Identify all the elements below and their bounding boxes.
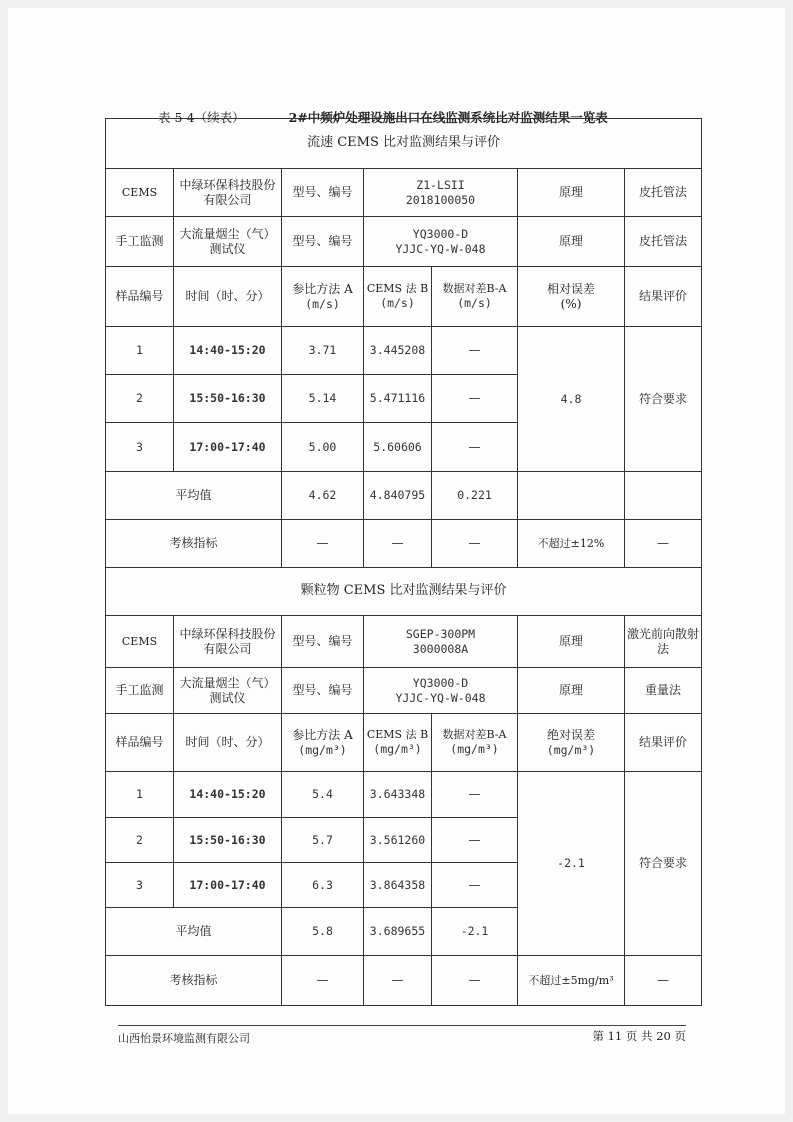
particulate-row1-diff: — xyxy=(432,772,518,818)
flow-row2-a: 5.14 xyxy=(282,375,364,423)
flow-cems-row xyxy=(106,169,702,217)
flow-average-result-empty xyxy=(625,472,702,520)
particulate-manual-label: 手工监测 xyxy=(106,668,174,714)
flow-manual-model xyxy=(364,217,518,267)
flow-row3-no: 3 xyxy=(106,423,174,472)
flow-header-time: 时间（时、分） xyxy=(174,267,282,327)
flow-header-error xyxy=(518,267,625,327)
particulate-cems-model xyxy=(364,616,518,668)
particulate-header-method-a-label: 参比方法 A xyxy=(292,727,353,742)
flow-row1-time: 14:40-15:20 xyxy=(174,327,282,375)
particulate-data-row xyxy=(106,772,702,818)
flow-cems-model-label: 型号、编号 xyxy=(282,169,364,217)
flow-row2-no: 2 xyxy=(106,375,174,423)
particulate-assessment-label: 考核指标 xyxy=(106,956,282,1006)
flow-header-method-a-unit: (m/s) xyxy=(305,296,340,311)
particulate-header-sample: 样品编号 xyxy=(106,714,174,772)
flow-manual-instrument: 大流量烟尘（气）测试仪 xyxy=(174,217,282,267)
flow-manual-label: 手工监测 xyxy=(106,217,174,267)
particulate-header-diff-label: 数据对差B-A xyxy=(442,728,507,742)
flow-manual-principle: 皮托管法 xyxy=(625,217,702,267)
footer-page-number: 第 11 页 共 20 页 xyxy=(592,1029,686,1043)
particulate-manual-model-label: 型号、编号 xyxy=(282,668,364,714)
particulate-cems-model-line2: 3000008A xyxy=(412,641,469,656)
particulate-average-diff: -2.1 xyxy=(432,908,518,956)
flow-average-diff: 0.221 xyxy=(432,472,518,520)
flow-assessment-label: 考核指标 xyxy=(106,520,282,568)
particulate-row1-a: 5.4 xyxy=(282,772,364,818)
particulate-row3-diff: — xyxy=(432,863,518,908)
flow-assessment-diff: — xyxy=(432,520,518,568)
flow-header-method-a xyxy=(282,267,364,327)
table-number: 表 5-4（续表） xyxy=(158,110,245,125)
flow-section-row xyxy=(106,119,702,169)
flow-assessment-b: — xyxy=(364,520,432,568)
flow-row1-no: 1 xyxy=(106,327,174,375)
particulate-assessment-row xyxy=(106,956,702,1006)
particulate-manual-row xyxy=(106,668,702,714)
flow-header-method-b-label: CEMS 法 B xyxy=(366,282,429,296)
flow-header-error-label: 相对误差 xyxy=(546,281,595,296)
particulate-row3-time: 17:00-17:40 xyxy=(174,863,282,908)
footer-company: 山西怡景环境监测有限公司 xyxy=(118,1032,250,1045)
flow-assessment-a: — xyxy=(282,520,364,568)
flow-data-row xyxy=(106,327,702,375)
flow-header-diff-label: 数据对差B-A xyxy=(442,282,507,296)
particulate-cems-company: 中绿环保科技股份有限公司 xyxy=(174,616,282,668)
flow-cems-model xyxy=(364,169,518,217)
flow-header-sample: 样品编号 xyxy=(106,267,174,327)
flow-header-result: 结果评价 xyxy=(625,267,702,327)
flow-header-method-b xyxy=(364,267,432,327)
particulate-header-diff xyxy=(432,714,518,772)
flow-row3-b: 5.60606 xyxy=(364,423,432,472)
flow-assessment-error: 不超过±12% xyxy=(518,520,625,568)
flow-cems-model-line1: Z1-LSII xyxy=(416,178,465,193)
flow-row2-b: 5.471116 xyxy=(364,375,432,423)
particulate-cems-model-line1: SGEP-300PM xyxy=(405,627,476,642)
particulate-row3-a: 6.3 xyxy=(282,863,364,908)
particulate-result-value: 符合要求 xyxy=(625,772,702,956)
flow-row3-a: 5.00 xyxy=(282,423,364,472)
particulate-cems-principle: 激光前向散射法 xyxy=(625,616,702,668)
table-title: 2#中频炉处理设施出口在线监测系统比对监测结果一览表 xyxy=(288,110,608,125)
flow-header-row xyxy=(106,267,702,327)
particulate-manual-model xyxy=(364,668,518,714)
flow-header-error-unit: (%) xyxy=(560,296,582,311)
flow-cems-principle: 皮托管法 xyxy=(625,169,702,217)
flow-cems-principle-label: 原理 xyxy=(518,169,625,217)
flow-manual-model-line1: YQ3000-D xyxy=(412,227,469,242)
flow-cems-model-line2: 2018100050 xyxy=(405,192,476,207)
particulate-manual-instrument: 大流量烟尘（气）测试仪 xyxy=(174,668,282,714)
particulate-manual-model-line1: YQ3000-D xyxy=(412,676,469,691)
flow-header-method-a-label: 参比方法 A xyxy=(292,281,353,296)
flow-row2-time: 15:50-16:30 xyxy=(174,375,282,423)
particulate-average-label: 平均值 xyxy=(106,908,282,956)
flow-average-b: 4.840795 xyxy=(364,472,432,520)
particulate-row1-b: 3.643348 xyxy=(364,772,432,818)
particulate-assessment-result: — xyxy=(625,956,702,1006)
particulate-row2-a: 5.7 xyxy=(282,818,364,863)
flow-header-diff xyxy=(432,267,518,327)
particulate-cems-label: CEMS xyxy=(106,616,174,668)
flow-header-method-b-unit: (m/s) xyxy=(380,296,415,311)
flow-average-a: 4.62 xyxy=(282,472,364,520)
particulate-assessment-error: 不超过±5mg/m³ xyxy=(518,956,625,1006)
flow-row1-b: 3.445208 xyxy=(364,327,432,375)
particulate-manual-principle-label: 原理 xyxy=(518,668,625,714)
flow-average-error-empty xyxy=(518,472,625,520)
particulate-error-value: -2.1 xyxy=(518,772,625,956)
flow-manual-principle-label: 原理 xyxy=(518,217,625,267)
flow-error-value: 4.8 xyxy=(518,327,625,472)
particulate-section-title: 颗粒物 CEMS 比对监测结果与评价 xyxy=(106,568,702,616)
flow-manual-model-line2: YJJC-YQ-W-048 xyxy=(395,241,486,256)
flow-average-label: 平均值 xyxy=(106,472,282,520)
particulate-header-time: 时间（时、分） xyxy=(174,714,282,772)
particulate-header-method-a-unit: (mg/m³) xyxy=(298,742,347,757)
particulate-row2-b: 3.561260 xyxy=(364,818,432,863)
particulate-header-method-b-unit: (mg/m³) xyxy=(373,742,422,757)
flow-result-value: 符合要求 xyxy=(625,327,702,472)
flow-cems-label: CEMS xyxy=(106,169,174,217)
flow-row1-diff: — xyxy=(432,327,518,375)
flow-assessment-row xyxy=(106,520,702,568)
particulate-row3-b: 3.864358 xyxy=(364,863,432,908)
particulate-header-error xyxy=(518,714,625,772)
particulate-header-row xyxy=(106,714,702,772)
flow-header-diff-unit: (m/s) xyxy=(457,296,492,311)
particulate-manual-model-line2: YJJC-YQ-W-048 xyxy=(395,690,486,705)
particulate-header-error-label: 绝对误差 xyxy=(546,727,595,742)
flow-manual-row xyxy=(106,217,702,267)
flow-section-title: 流速 CEMS 比对监测结果与评价 xyxy=(106,119,702,169)
flow-row3-time: 17:00-17:40 xyxy=(174,423,282,472)
flow-row3-diff: — xyxy=(432,423,518,472)
particulate-cems-model-label: 型号、编号 xyxy=(282,616,364,668)
particulate-cems-row xyxy=(106,616,702,668)
particulate-header-method-b-label: CEMS 法 B xyxy=(366,728,429,742)
particulate-row2-diff: — xyxy=(432,818,518,863)
particulate-row3-no: 3 xyxy=(106,863,174,908)
particulate-average-a: 5.8 xyxy=(282,908,364,956)
particulate-header-error-unit: (mg/m³) xyxy=(546,742,596,757)
particulate-header-result: 结果评价 xyxy=(625,714,702,772)
particulate-header-method-b xyxy=(364,714,432,772)
flow-row2-diff: — xyxy=(432,375,518,423)
particulate-assessment-b: — xyxy=(364,956,432,1006)
particulate-assessment-diff: — xyxy=(432,956,518,1006)
particulate-section-row xyxy=(106,568,702,616)
particulate-row2-time: 15:50-16:30 xyxy=(174,818,282,863)
flow-assessment-result: — xyxy=(625,520,702,568)
particulate-header-method-a xyxy=(282,714,364,772)
page-footer xyxy=(118,1025,686,1045)
flow-cems-company: 中绿环保科技股份有限公司 xyxy=(174,169,282,217)
particulate-row2-no: 2 xyxy=(106,818,174,863)
flow-average-row xyxy=(106,472,702,520)
particulate-row1-no: 1 xyxy=(106,772,174,818)
flow-row1-a: 3.71 xyxy=(282,327,364,375)
particulate-assessment-a: — xyxy=(282,956,364,1006)
comparison-table xyxy=(105,118,702,1006)
particulate-row1-time: 14:40-15:20 xyxy=(174,772,282,818)
particulate-header-diff-unit: (mg/m³) xyxy=(450,742,499,757)
particulate-average-b: 3.689655 xyxy=(364,908,432,956)
particulate-cems-principle-label: 原理 xyxy=(518,616,625,668)
particulate-manual-principle: 重量法 xyxy=(625,668,702,714)
flow-manual-model-label: 型号、编号 xyxy=(282,217,364,267)
